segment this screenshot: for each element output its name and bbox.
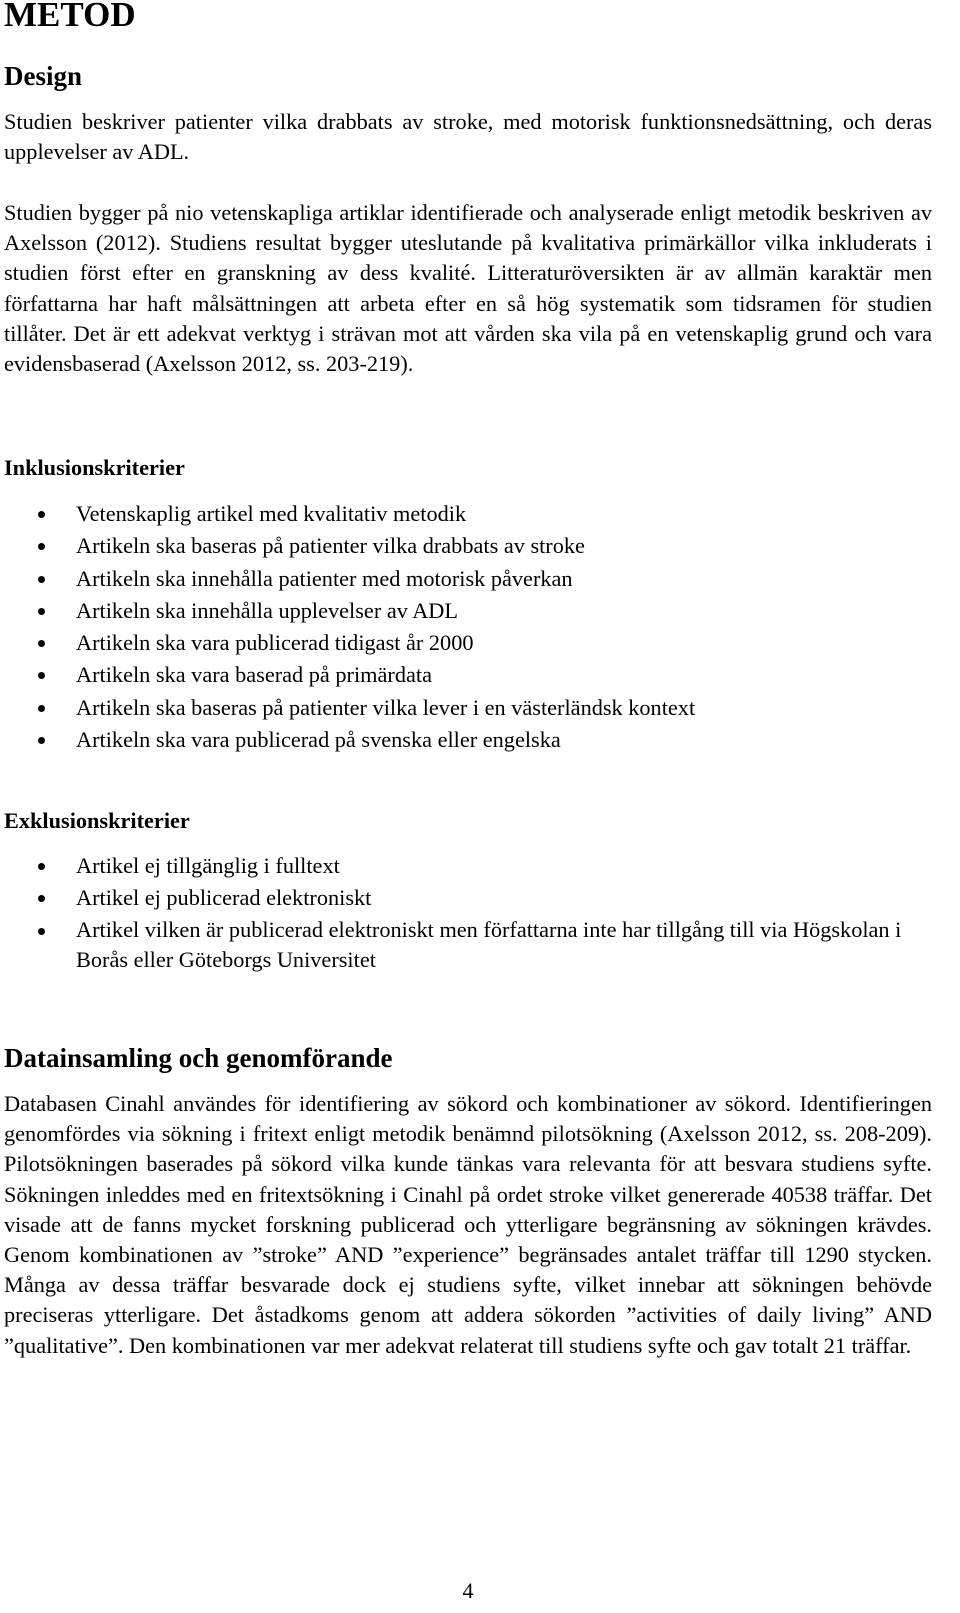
- bullet-icon: [38, 543, 45, 550]
- list-item: [0, 692, 930, 724]
- list-item-text: Artikeln ska vara publicerad tidigast år 2000: [76, 630, 474, 656]
- exclusion-list: [0, 850, 930, 976]
- list-item-text: Artikeln ska innehålla upplevelser av ADL: [76, 597, 459, 623]
- list-item: [0, 627, 930, 659]
- data-collection-paragraph: [4, 1089, 932, 1361]
- list-item-text: Artikeln ska baseras på patienter vilka drabbats av stroke: [76, 533, 585, 559]
- list-item: [0, 498, 930, 530]
- design-paragraph-2: [4, 198, 932, 379]
- list-item: [0, 659, 930, 691]
- design-paragraph-1: [4, 107, 932, 167]
- list-item: [0, 915, 930, 976]
- list-item-text: Artikeln ska baseras på patienter vilka lever i en västerländsk kontext: [76, 694, 696, 720]
- design-heading: Design: [4, 61, 83, 91]
- list-item-text: Artikel ej publicerad elektroniskt: [76, 885, 372, 911]
- bullet-icon: [38, 863, 45, 870]
- list-item: [0, 563, 930, 595]
- bullet-icon: [38, 640, 45, 647]
- design-paragraph-1-text: Studien beskriver patienter vilka drabbats av stroke, med motorisk funktionsnedsättning, och deras upplevelser av ADL.: [4, 109, 932, 165]
- inclusion-list: [0, 498, 930, 756]
- exclusion-heading: Exklusionskriterier: [4, 808, 190, 833]
- list-item-text: Artikel vilken är publicerad elektroniskt men författarna inte har tillgång till via Högskolan i Borås eller Göteborgs Universitet: [76, 916, 902, 973]
- bullet-icon: [38, 511, 45, 518]
- list-item: [0, 724, 930, 756]
- data-collection-paragraph-text: Databasen Cinahl användes för identifiering av sökord och kombinationer av sökord. Identifieringen genomfördes via sökning i fritext enligt metodik benämnd pilotsökning (Axelsson 2012, ss. 208-209). Pilotsökningen baserades på sökord vilka kunde tänkas vara relevanta för att besvara studiens syfte. Sökningen inleddes med en fritextsökning i Cinahl på ordet stroke vilket genererade 40538 träffar. Det visade att de fanns mycket forskning publicerad och ytterligare begränsning av sökningen krävdes. Genom kombinationen av ”stroke” AND ”experience” begränsades antalet träffar till 1290 stycken. Många av dessa träffar besvarade dock ej studiens syfte, vilket innebar att sökningen behövde preciseras ytterligare. Det åstadkoms genom att addera sökorden ”activities of daily living” AND ”qualitative”. Den kombinationen var mer adekvat relaterat till studiens syfte och gav totalt 21 träffar.: [4, 1091, 932, 1358]
- bullet-icon: [38, 608, 45, 615]
- list-item-text: Artikeln ska vara publicerad på svenska eller engelska: [76, 727, 561, 753]
- bullet-icon: [38, 705, 45, 712]
- list-item-text: Artikeln ska innehålla patienter med motorisk påverkan: [76, 565, 573, 591]
- bullet-icon: [38, 737, 45, 744]
- list-item: [0, 530, 930, 562]
- list-item-text: Artikeln ska vara baserad på primärdata: [76, 662, 432, 688]
- bullet-icon: [38, 672, 45, 679]
- bullet-icon: [38, 928, 45, 935]
- list-item-text: Artikel ej tillgänglig i fulltext: [76, 853, 340, 878]
- page-number: 4: [462, 1578, 474, 1603]
- design-paragraph-2-text: Studien bygger på nio vetenskapliga artiklar identifierade och analyserade enligt metodik beskriven av Axelsson (2012). Studiens resultat bygger uteslutande på kvalitativa primärkällor vilka inkluderats i studien först efter en granskning av dess kvalité. Litteraturöversikten är av allmän karaktär men författarna har haft målsättningen att arbeta efter en så hög systematik som tidsramen för studien tillåter. Det är ett adekvat verktyg i strävan mot att vården ska vila på en vetenskaplig grund och vara evidensbaserad (Axelsson 2012, ss. 203-219).: [4, 200, 932, 377]
- inclusion-heading: Inklusionskriterier: [4, 455, 185, 480]
- bullet-icon: [38, 895, 45, 902]
- data-collection-heading: Datainsamling och genomförande: [4, 1043, 393, 1073]
- list-item: [0, 850, 930, 882]
- list-item-text: Vetenskaplig artikel med kvalitativ metodik: [76, 501, 467, 526]
- bullet-icon: [38, 576, 45, 583]
- page-title: METOD: [4, 0, 136, 34]
- list-item: [0, 882, 930, 914]
- list-item: [0, 595, 930, 627]
